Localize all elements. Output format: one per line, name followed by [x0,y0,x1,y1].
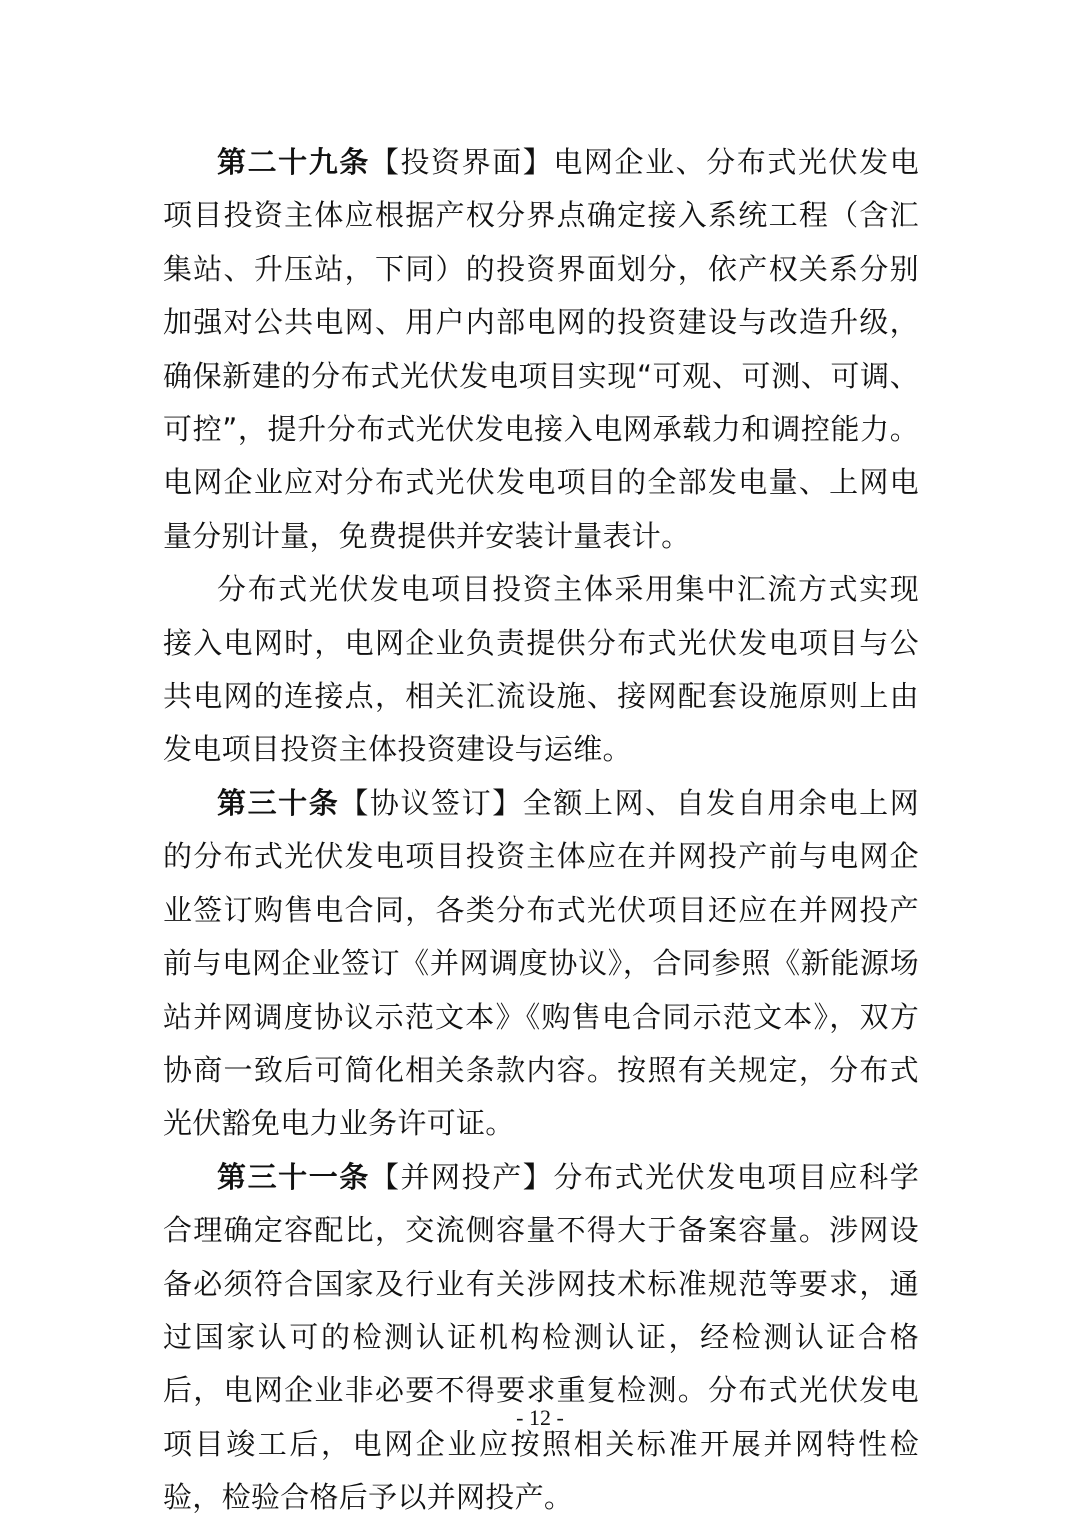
article-29-heading: 第二十九条 [217,145,370,179]
article-30-paragraph [163,777,919,1151]
article-30-heading: 第三十条 [217,785,340,820]
document-body [163,136,919,1525]
article-29-second-paragraph [163,563,919,777]
page-number: - 12 - [516,1405,564,1430]
article-31-paragraph [163,1151,919,1525]
article-29-second-text: 分布式光伏发电项目投资主体采用集中汇流方式实现接入电网时，电网企业负责提供分布式光伏发电项目与公共电网的连接点，相关汇流设施、接网配套设施原则上由发电项目投资主体投资建设与运维。 [163,572,919,767]
article-29-paragraph [163,136,919,563]
article-29-text: 【投资界面】电网企业、分布式光伏发电项目投资主体应根据产权分界点确定接入系统工程（含汇集站、升压站，下同）的投资界面划分，依产权关系分别加强对公共电网、用户内部电网的投资建设与改造升级，确保新建的分布式光伏发电项目实现“可观、可测、可调、可控”，提升分布式光伏发电接入电网承载力和调控能力。电网企业应对分布式光伏发电项目的全部发电量、上网电量分别计量，免费提供并安装计量表计。 [163,145,919,553]
article-31-text: 【并网投产】分布式光伏发电项目应科学合理确定容配比，交流侧容量不得大于备案容量。涉网设备必须符合国家及行业有关涉网技术标准规范等要求，通过国家认可的检测认证机构检测认证，经检测认证合格后，电网企业非必要不得要求重复检测。分布式光伏发电项目竣工后，电网企业应按照相关标准开展并网特性检验，检验合格后予以并网投产。 [163,1159,919,1515]
article-30-text: 【协议签订】全额上网、自发自用余电上网的分布式光伏发电项目投资主体应在并网投产前与电网企业签订购售电合同，各类分布式光伏项目还应在并网投产前与电网企业签订《并网调度协议》，合同参照《新能源场站并网调度协议示范文本》《购售电合同示范文本》，双方协商一致后可简化相关条款内容。按照有关规定，分布式光伏豁免电力业务许可证。 [163,785,919,1141]
article-31-heading: 第三十一条 [217,1159,370,1194]
